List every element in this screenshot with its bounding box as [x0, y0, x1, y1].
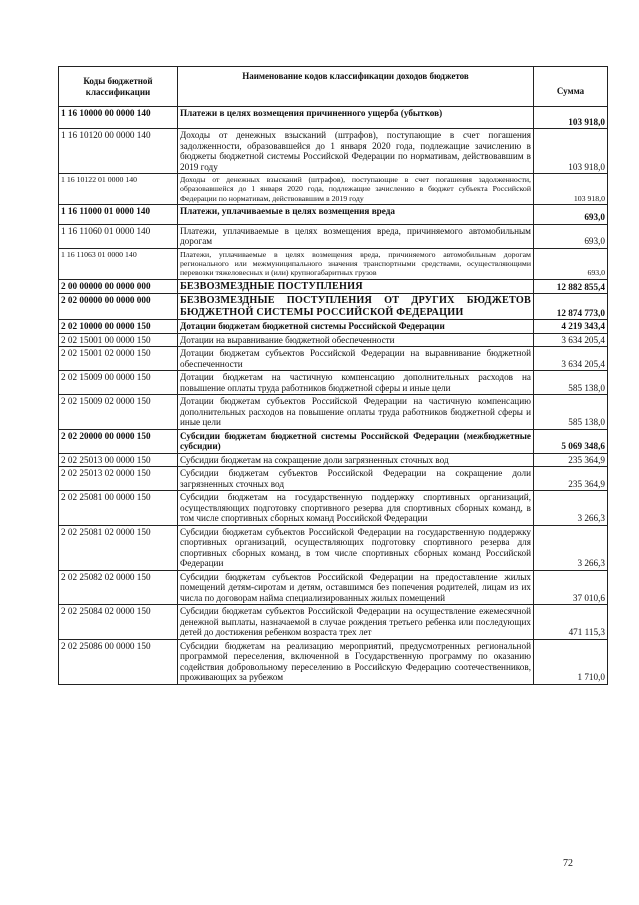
table-row	[59, 525, 608, 570]
name-cell: БЕЗВОЗМЕЗДНЫЕ ПОСТУПЛЕНИЯ	[178, 279, 534, 293]
table-row	[59, 320, 608, 334]
name-cell: Платежи, уплачиваемые в целях возмещения вреда, причиняемого автомобильным дорогам регионального или межмуниципального значения транспортными средствами, осуществляющими перевозки тяжеловесных и (или) крупногабаритных грузов	[178, 248, 534, 279]
sum-cell: 3 634 205,4	[534, 333, 608, 347]
table-row	[59, 639, 608, 684]
code-cell: 2 02 15001 00 0000 150	[59, 333, 178, 347]
header-code: Коды бюджетной классификации	[59, 67, 178, 107]
table-row	[59, 129, 608, 174]
sum-cell: 585 138,0	[534, 395, 608, 430]
name-cell: Субсидии бюджетам на сокращение доли загрязненных сточных вод	[178, 453, 534, 467]
table-row	[59, 248, 608, 279]
name-cell: Дотации бюджетам субъектов Российской Федерации на частичную компенсацию дополнительных расходов на повышение оплаты труда работников бюджетной сферы и иные цели	[178, 395, 534, 430]
name-cell: Платежи, уплачиваемые в целях возмещения вреда, причиняемого автомобильным дорогам	[178, 224, 534, 248]
name-cell: Субсидии бюджетам бюджетной системы Российской Федерации (межбюджетные субсидии)	[178, 429, 534, 453]
sum-cell: 235 364,9	[534, 467, 608, 491]
table-row	[59, 605, 608, 640]
table-row	[59, 491, 608, 526]
table-row	[59, 224, 608, 248]
code-cell: 2 02 25081 02 0000 150	[59, 525, 178, 570]
code-cell: 1 16 11063 01 0000 140	[59, 248, 178, 279]
code-cell: 2 02 20000 00 0000 150	[59, 429, 178, 453]
budget-revenue-table	[58, 66, 608, 685]
page-number: 72	[563, 858, 573, 869]
table-row	[59, 174, 608, 205]
name-cell: Субсидии бюджетам на государственную поддержку спортивных организаций, осуществляющих подготовку спортивного резерва для спортивных сборных команд, в том числе спортивных сборных команд Российской Федерации	[178, 491, 534, 526]
sum-cell: 693,0	[534, 248, 608, 279]
table-row	[59, 347, 608, 371]
table-row	[59, 333, 608, 347]
table-row	[59, 453, 608, 467]
code-cell: 2 02 25082 02 0000 150	[59, 570, 178, 605]
table-row	[59, 107, 608, 129]
table-header-row	[59, 67, 608, 107]
table-row	[59, 371, 608, 395]
name-cell: Дотации бюджетам бюджетной системы Российской Федерации	[178, 320, 534, 334]
sum-cell: 3 266,3	[534, 491, 608, 526]
code-cell: 2 02 25084 02 0000 150	[59, 605, 178, 640]
sum-cell: 37 010,6	[534, 570, 608, 605]
sum-cell: 471 115,3	[534, 605, 608, 640]
name-cell: Дотации бюджетам на частичную компенсацию дополнительных расходов на повышение оплаты труда работников бюджетной сферы и иные цели	[178, 371, 534, 395]
name-cell: БЕЗВОЗМЕЗДНЫЕ ПОСТУПЛЕНИЯ ОТ ДРУГИХ БЮДЖЕТОВ БЮДЖЕТНОЙ СИСТЕМЫ РОССИЙСКОЙ ФЕДЕРАЦИИ	[178, 294, 534, 320]
name-cell: Дотации на выравнивание бюджетной обеспеченности	[178, 333, 534, 347]
header-sum: Сумма	[534, 67, 608, 107]
name-cell: Субсидии бюджетам субъектов Российской Федерации на осуществление ежемесячной денежной выплаты, назначаемой в случае рождения третьего ребенка или последующих детей до достижения ребенком возраста трех лет	[178, 605, 534, 640]
name-cell: Субсидии бюджетам субъектов Российской Федерации на сокращение доли загрязненных сточных вод	[178, 467, 534, 491]
sum-cell: 235 364,9	[534, 453, 608, 467]
sum-cell: 4 219 343,4	[534, 320, 608, 334]
sum-cell: 585 138,0	[534, 371, 608, 395]
code-cell: 2 02 10000 00 0000 150	[59, 320, 178, 334]
sum-cell: 12 874 773,0	[534, 294, 608, 320]
sum-cell: 5 069 348,6	[534, 429, 608, 453]
sum-cell: 12 882 855,4	[534, 279, 608, 293]
sum-cell: 693,0	[534, 224, 608, 248]
table-row	[59, 467, 608, 491]
code-cell: 1 16 10000 00 0000 140	[59, 107, 178, 129]
name-cell: Доходы от денежных взысканий (штрафов), поступающие в счет погашения задолженности, образовавшейся до 1 января 2020 года, подлежащие зачислению в бюджет субъекта Российской Федерации по нормативам, действовавшим в 2019 году	[178, 174, 534, 205]
code-cell: 2 02 25081 00 0000 150	[59, 491, 178, 526]
name-cell: Субсидии бюджетам на реализацию мероприятий, предусмотренных региональной программой переселения, включенной в Государственную программу по оказанию содействия добровольному переселению в Российскую Федерацию соотечественников, проживающих за рубежом	[178, 639, 534, 684]
table-row	[59, 204, 608, 224]
code-cell: 2 02 25013 02 0000 150	[59, 467, 178, 491]
sum-cell: 3 266,3	[534, 525, 608, 570]
code-cell: 1 16 11000 01 0000 140	[59, 204, 178, 224]
code-cell: 2 02 25013 00 0000 150	[59, 453, 178, 467]
code-cell: 2 02 00000 00 0000 000	[59, 294, 178, 320]
code-cell: 1 16 10122 01 0000 140	[59, 174, 178, 205]
code-cell: 2 02 15001 02 0000 150	[59, 347, 178, 371]
name-cell: Дотации бюджетам субъектов Российской Федерации на выравнивание бюджетной обеспеченности	[178, 347, 534, 371]
table-row	[59, 395, 608, 430]
sum-cell: 693,0	[534, 204, 608, 224]
code-cell: 1 16 10120 00 0000 140	[59, 129, 178, 174]
code-cell: 2 02 25086 00 0000 150	[59, 639, 178, 684]
code-cell: 2 02 15009 02 0000 150	[59, 395, 178, 430]
table-row	[59, 279, 608, 293]
sum-cell: 3 634 205,4	[534, 347, 608, 371]
table-row	[59, 429, 608, 453]
table-row	[59, 294, 608, 320]
table-row	[59, 570, 608, 605]
code-cell: 2 00 00000 00 0000 000	[59, 279, 178, 293]
name-cell: Платежи в целях возмещения причиненного ущерба (убытков)	[178, 107, 534, 129]
sum-cell: 103 918,0	[534, 129, 608, 174]
name-cell: Доходы от денежных взысканий (штрафов), поступающие в счет погашения задолженности, образовавшейся до 1 января 2020 года, подлежащие зачислению в бюджеты бюджетной системы Российской Федерации по нормативам, действовавшим в 2019 году	[178, 129, 534, 174]
sum-cell: 103 918,0	[534, 174, 608, 205]
sum-cell: 103 918,0	[534, 107, 608, 129]
code-cell: 2 02 15009 00 0000 150	[59, 371, 178, 395]
sum-cell: 1 710,0	[534, 639, 608, 684]
name-cell: Субсидии бюджетам субъектов Российской Федерации на предоставление жилых помещений детям-сиротам и детям, оставшимся без попечения родителей, лицам из их числа по договорам найма специализированных жилых помещений	[178, 570, 534, 605]
name-cell: Субсидии бюджетам субъектов Российской Федерации на государственную поддержку спортивных организаций, осуществляющих подготовку спортивного резерва для спортивных сборных команд, в том числе спортивных сборных команд Российской Федерации	[178, 525, 534, 570]
header-name: Наименование кодов классификации доходов бюджетов	[178, 67, 534, 107]
code-cell: 1 16 11060 01 0000 140	[59, 224, 178, 248]
name-cell: Платежи, уплачиваемые в целях возмещения вреда	[178, 204, 534, 224]
